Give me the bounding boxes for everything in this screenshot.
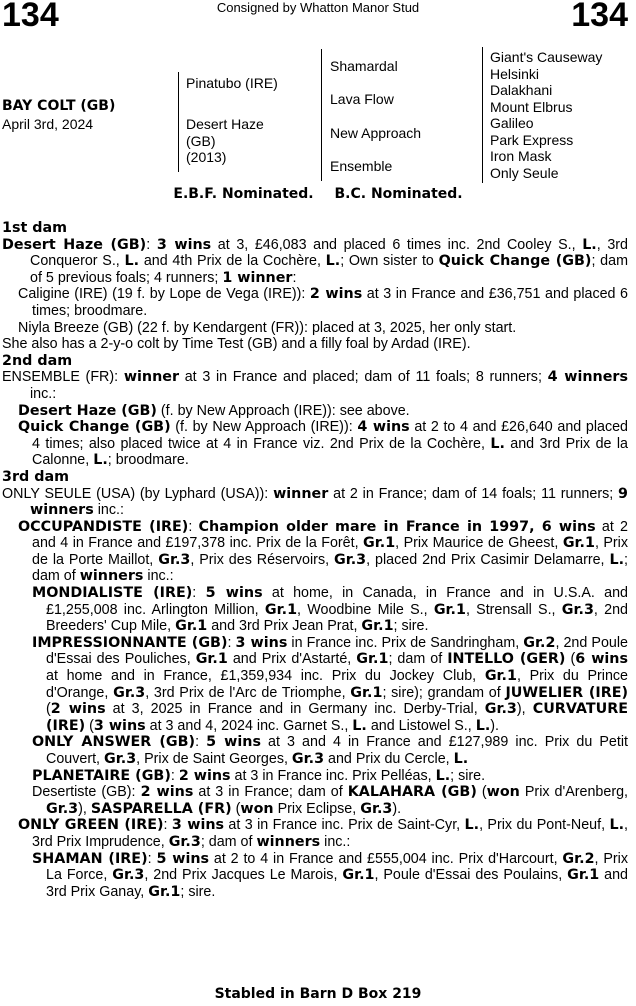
produce-entry: PLANETAIRE (GB): 2 wins at 3 in France inc. Prix Pelléas, L.; sire. [32,767,486,784]
pedigree-ggp: Park Express [490,131,574,148]
produce-entry: ONLY ANSWER (GB): 5 wins at 3 and 4 in France and £127,989 inc. Prix du Petit Couvert, Gr.3, Prix de Saint Georges, Gr.3 and Prix du Cercle, L. [32,734,628,767]
pedigree-sire: Pinatubo (IRE) [186,75,278,91]
produce-entry: Desert Haze (GB) (f. by New Approach (IRE)): see above. [18,402,410,419]
pedigree-grandparent: New Approach [330,125,422,141]
dam-entry: Desert Haze (GB): 3 wins at 3, £46,083 and placed 6 times inc. 2nd Cooley S., L., 3rd Conqueror S., L. and 4th Prix de la Cochère, L.; Own sister to Quick Change (GB); dam of 5 previous foals; 4 runners; 1 winner: [2,236,628,286]
pedigree-grandparent: Ensemble [330,158,393,174]
horse-description: BAY COLT (GB) [2,98,116,114]
pedigree-ggp: Giant's Causeway [490,49,603,65]
section-heading-2nd-dam: 2nd dam [2,352,73,369]
pedigree-ggp: Mount Elbrus [490,98,573,115]
pedigree-bracket-1 [178,72,179,172]
ebf-nomination: E.B.F. Nominated. [173,186,314,202]
section-heading-1st-dam: 1st dam [2,220,68,236]
pedigree-dam-name: Desert Haze [186,116,264,132]
pedigree-bracket-3 [482,47,483,183]
produce-entry: Desertiste (GB): 2 wins at 3 in France; dam of KALAHARA (GB) (won Prix d'Arenberg, Gr.3), SASPARELLA (FR) (won Prix Eclipse, Gr.3). [32,784,629,817]
nominations [0,186,636,202]
consignor: Consigned by Whatton Manor Stud [216,0,420,15]
produce-entry: Quick Change (GB) (f. by New Approach (IRE)): 4 wins at 2 to 4 and £26,640 and placed 4 times; also placed twice at 4 in France viz. 2nd Prix de la Cochère, L. and 3rd Prix de la Calonne, L.; broodmare. [18,419,628,469]
produce-note: She also has a 2-y-o colt by Time Test (GB) and a filly foal by Ardad (IRE). [2,336,471,353]
produce-entry: IMPRESSIONNANTE (GB): 3 wins in France inc. Prix de Sandringham, Gr.2, 2nd Poule d'Essai des Pouliches, Gr.1 and Prix d'Astarté, Gr.1; dam of INTELLO (GER) (6 wins at home and in France, £1,359,934 inc. Prix du Jockey Club, Gr.1, Prix du Prince d'Orange, Gr.3, 3rd Prix de l'Arc de Triomphe, Gr.1; sire); grandam of JUWELIER (IRE) (2 wins at 3, 2025 in France and in Germany inc. Derby-Trial, Gr.3), CURVATURE (IRE) (3 wins at 3 and 4, 2024 inc. Garnet S., L. and Listowel S., L.). [32,634,629,734]
produce-entry: Niyla Breeze (GB) (22 f. by Kendargent (FR)): placed at 3, 2025, her only start. [18,319,517,336]
section-heading-3rd-dam: 3rd dam [2,468,69,485]
pedigree-dam-country: (GB) [186,132,216,149]
produce-entry: OCCUPANDISTE (IRE): Champion older mare in France in 1997, 6 wins at 2 and 4 in France and £197,378 inc. Prix de la Forêt, Gr.1, Prix Maurice de Gheest, Gr.1, Prix de la Porte Maillot, Gr.3, Prix des Réservoirs, Gr.3, placed 2nd Prix Casimir Delamarre, L.; dam of winners inc.: [18,518,628,585]
produce-entry: MONDIALISTE (IRE): 5 wins at home, in Canada, in France and in U.S.A. and £1,255,008 inc. Arlington Million, Gr.1, Woodbine Mile S., Gr.1, Strensall S., Gr.3, 2nd Breeders' Cup Mile, Gr.1 and 3rd Prix Jean Prat, Gr.1; sire. [32,585,628,635]
pedigree-ggp: Only Seule [490,164,559,181]
pedigree-dam-year: (2013) [186,149,227,165]
bc-nomination: B.C. Nominated. [334,186,463,202]
second-dam-entry: ENSEMBLE (FR): winner at 3 in France and placed; dam of 11 foals; 8 runners; 4 winners inc.: [2,369,628,402]
pedigree-ggp: Galileo [490,115,534,131]
pedigree-grandparent: Lava Flow [330,91,394,107]
produce-entry: ONLY GREEN (IRE): 3 wins at 3 in France inc. Prix de Saint-Cyr, L., Prix du Pont-Neuf, L., 3rd Prix Imprudence, Gr.3; dam of winners inc.: [18,817,628,850]
stabling-info: Stabled in Barn D Box 219 [214,986,422,1002]
pedigree-ggp: Helsinki [490,65,540,82]
pedigree-dam [186,116,264,166]
pedigree-ggp: Iron Mask [490,148,552,164]
lot-number-right: 134 [571,0,628,34]
foaling-date: April 3rd, 2024 [2,116,94,132]
third-dam-entry: ONLY SEULE (USA) (by Lyphard (USA)): winner at 2 in France; dam of 14 foals; 11 runners; 9 winners inc.: [2,485,628,519]
produce-entry: Caligine (IRE) (19 f. by Lope de Vega (IRE)): 2 wins at 3 in France and £36,751 and placed 6 times; broodmare. [18,286,628,319]
pedigree-ggp: Dalakhani [490,82,553,98]
pedigree-great-grandparents [490,49,602,181]
produce-entry: SHAMAN (IRE): 5 wins at 2 to 4 in France and £555,004 inc. Prix d'Harcourt, Gr.2, Prix La Force, Gr.3, 2nd Prix Jacques Le Marois, Gr.1, Poule d'Essai des Poulains, Gr.1 and 3rd Prix Ganay, Gr.1; sire. [32,850,629,900]
catalogue-body [2,220,628,900]
lot-number-left: 134 [2,0,59,34]
pedigree-bracket-2 [321,49,322,181]
pedigree-grandparent: Shamardal [330,58,398,74]
